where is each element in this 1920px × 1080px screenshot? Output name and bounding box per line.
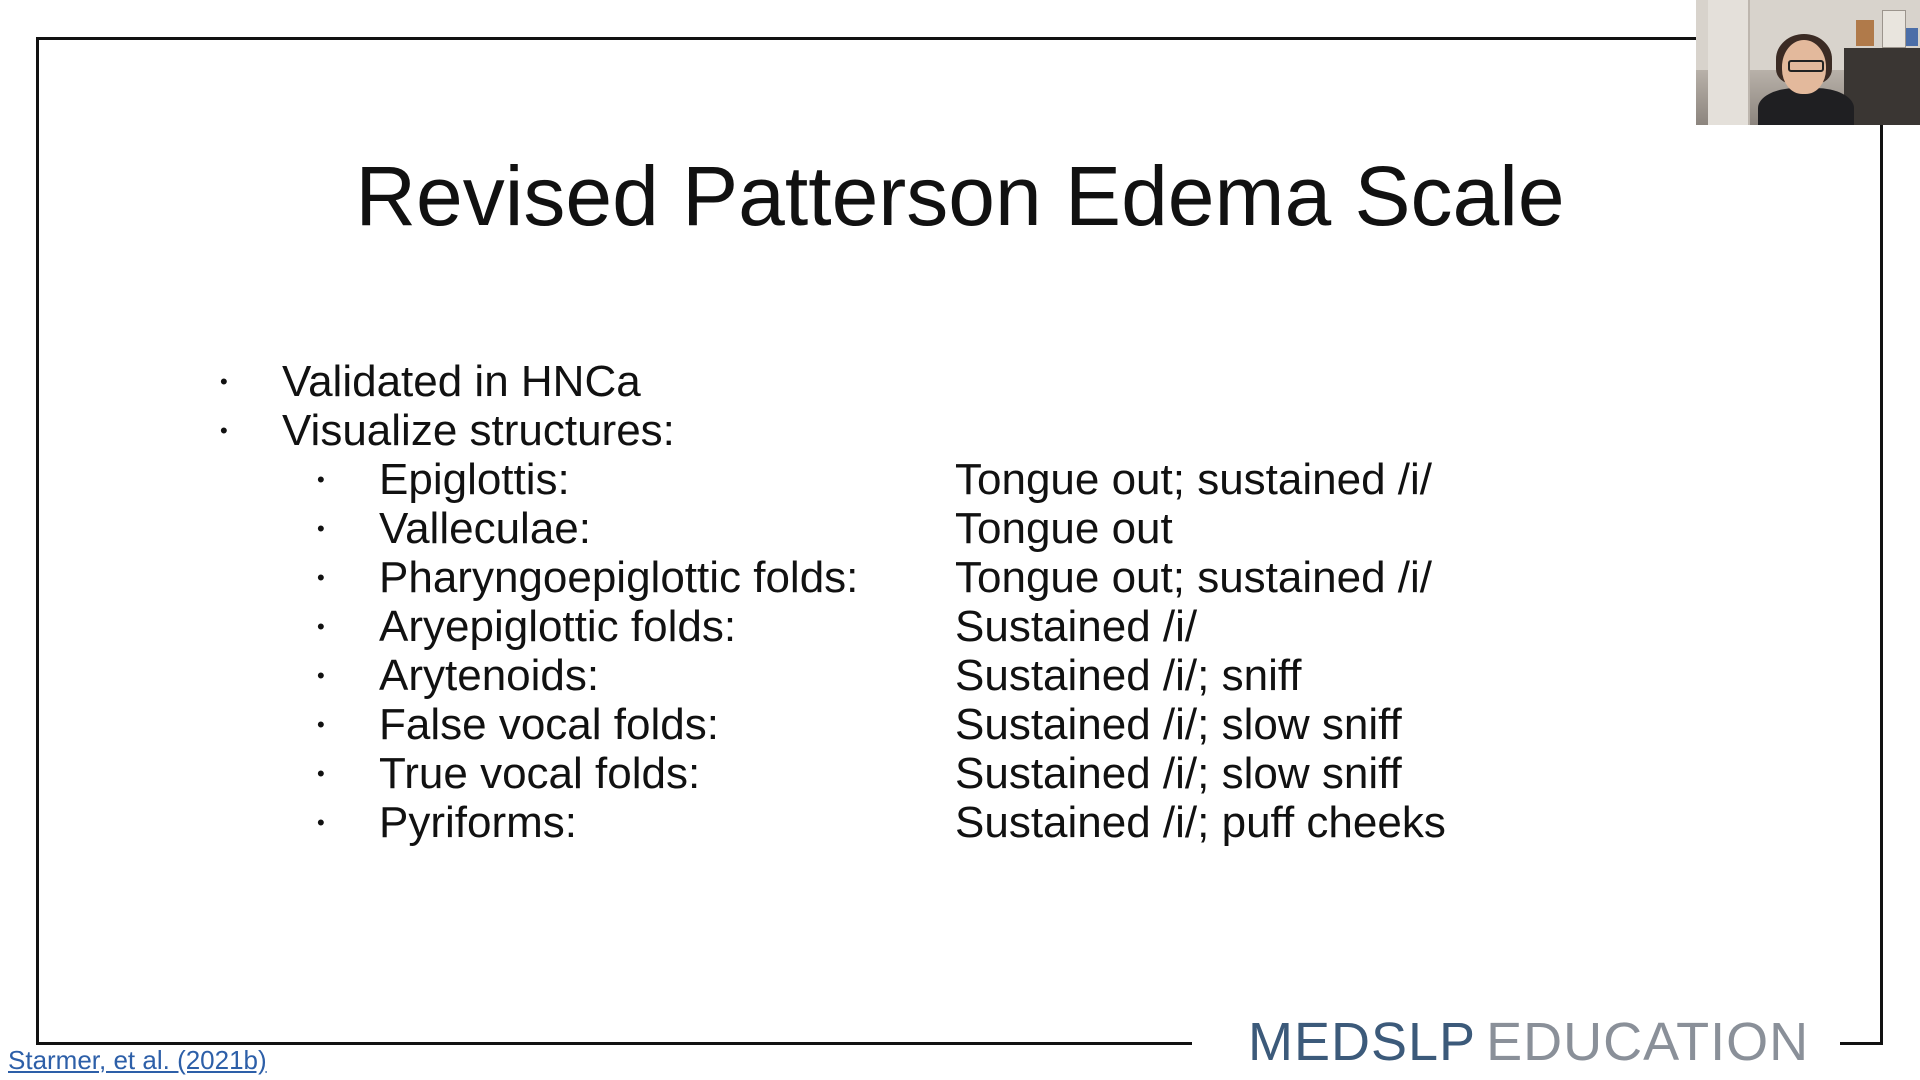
structure-technique: Sustained /i/; puff cheeks <box>955 798 1446 847</box>
logo-text-primary: MEDSLP <box>1248 1012 1477 1072</box>
bullet-glyph: • <box>220 418 228 443</box>
structure-technique: Sustained /i/ <box>955 602 1198 651</box>
bullet-glyph: • <box>317 810 325 835</box>
structure-label: Pharyngoepiglottic folds: <box>379 553 859 602</box>
citation-link[interactable]: Starmer, et al. (2021b) <box>8 1045 267 1075</box>
bullet-text: Visualize structures: <box>282 406 675 455</box>
webcam-shelf-item <box>1906 28 1918 46</box>
bullet-text: Validated in HNCa <box>282 357 641 406</box>
slide-frame-bottom-border-end <box>1840 1042 1883 1045</box>
bullet-glyph: • <box>317 663 325 688</box>
structure-label: Arytenoids: <box>379 651 600 700</box>
structure-technique: Tongue out; sustained /i/ <box>955 455 1432 504</box>
webcam-shelf-item <box>1882 10 1906 48</box>
bullet-glyph: • <box>317 516 325 541</box>
bullet-glyph: • <box>317 467 325 492</box>
medslp-education-logo <box>1248 1010 1809 1074</box>
structure-technique: Sustained /i/; slow sniff <box>955 700 1402 749</box>
structure-label: Aryepiglottic folds: <box>379 602 737 651</box>
bullet-glyph: • <box>317 712 325 737</box>
bullet-glyph: • <box>317 614 325 639</box>
logo-text-secondary: EDUCATION <box>1486 1012 1810 1072</box>
structure-technique: Sustained /i/; slow sniff <box>955 749 1402 798</box>
bullet-glyph: • <box>220 369 228 394</box>
slide-title: Revised Patterson Edema Scale <box>355 149 1565 243</box>
structure-technique: Tongue out; sustained /i/ <box>955 553 1432 602</box>
webcam-background-cabinet <box>1844 48 1920 125</box>
presenter-glasses-icon <box>1788 60 1824 72</box>
structure-technique: Sustained /i/; sniff <box>955 651 1302 700</box>
structure-label: Epiglottis: <box>379 455 570 504</box>
slide-frame-right-border <box>1880 120 1883 1045</box>
structure-label: True vocal folds: <box>379 749 701 798</box>
structure-label: Valleculae: <box>379 504 591 553</box>
slide-frame-top-border <box>36 37 1698 40</box>
structure-label: False vocal folds: <box>379 700 719 749</box>
structure-technique: Tongue out <box>955 504 1173 553</box>
structure-label: Pyriforms: <box>379 798 577 847</box>
bullet-glyph: • <box>317 565 325 590</box>
webcam-shelf-item <box>1856 20 1874 46</box>
bullet-glyph: • <box>317 761 325 786</box>
webcam-background-door <box>1708 0 1750 125</box>
presenter-video-thumbnail[interactable] <box>1696 0 1920 125</box>
